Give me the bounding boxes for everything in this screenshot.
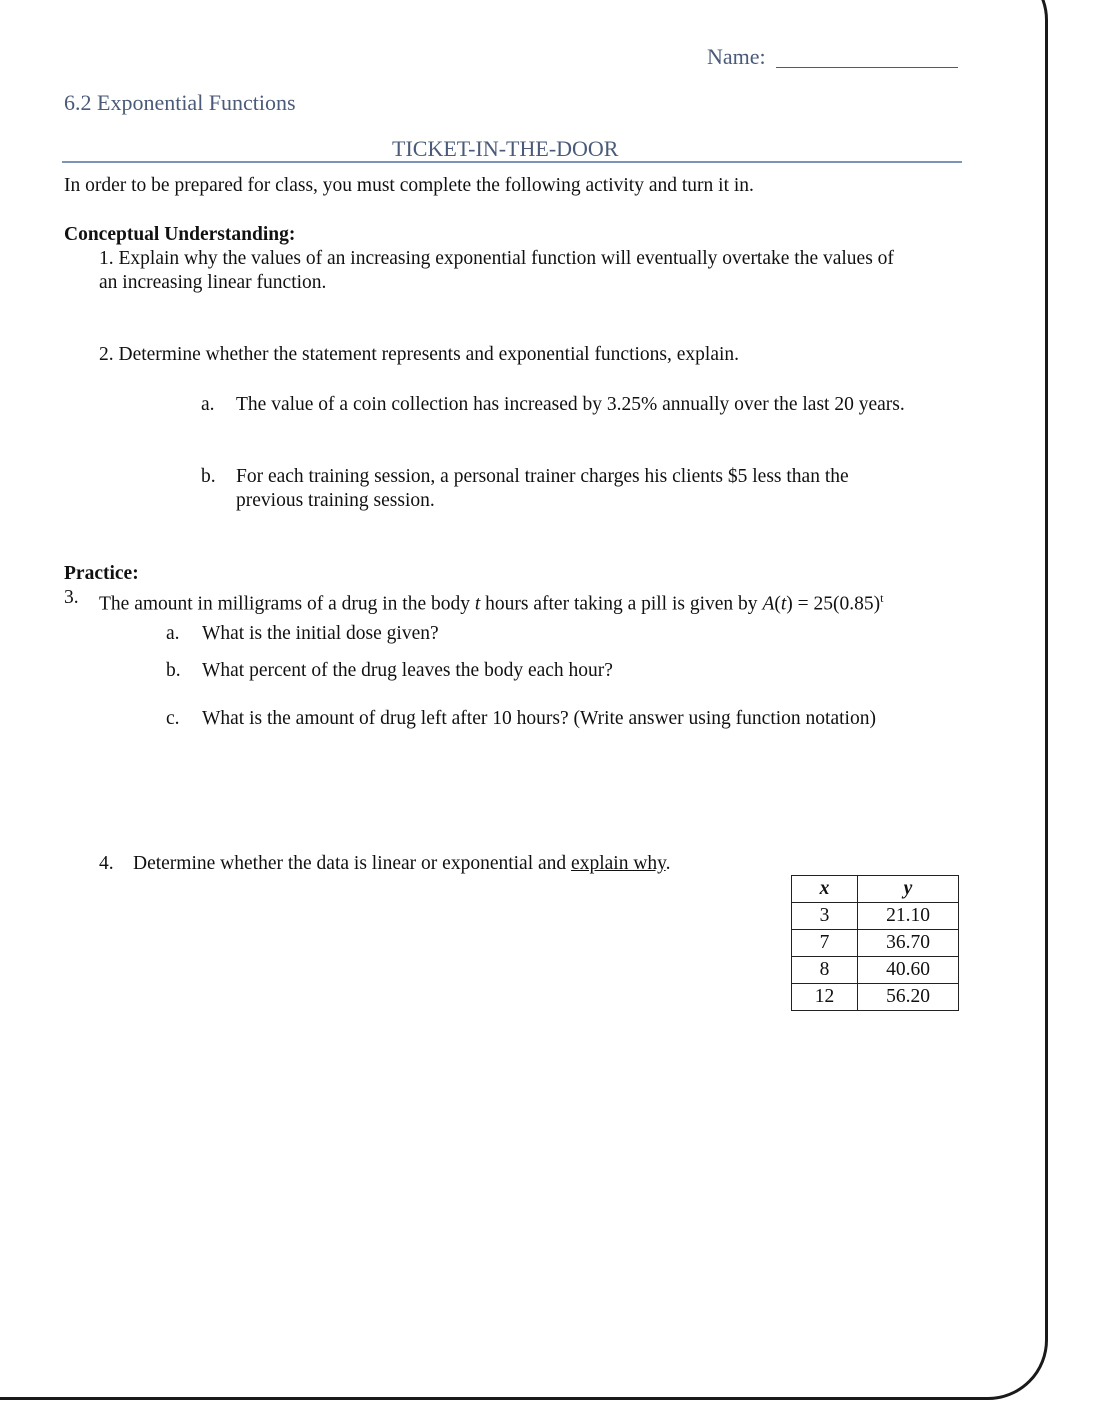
table-cell-y: 56.20 <box>858 984 959 1011</box>
column-header-x: x <box>792 876 858 903</box>
table-row <box>792 903 959 930</box>
question-3a-label: a. <box>166 623 180 644</box>
question-4: Determine whether the data is linear or exponential and explain why. <box>133 853 671 874</box>
question-2b-label: b. <box>201 466 216 487</box>
question-3a: What is the initial dose given? <box>202 623 439 644</box>
table-header-row <box>792 876 959 903</box>
question-1-line-2: an increasing linear function. <box>99 272 327 293</box>
table-cell-y: 21.10 <box>858 903 959 930</box>
column-header-y: y <box>858 876 959 903</box>
question-3b-label: b. <box>166 660 181 681</box>
data-table <box>791 875 959 1011</box>
intro-text: In order to be prepared for class, you must complete the following activity and turn it in. <box>64 175 754 196</box>
ticket-title: TICKET-IN-THE-DOOR <box>392 136 619 161</box>
table-cell-x: 12 <box>792 984 858 1011</box>
table-cell-x: 8 <box>792 957 858 984</box>
title-divider <box>62 161 962 163</box>
table-cell-y: 36.70 <box>858 930 959 957</box>
table-cell-x: 7 <box>792 930 858 957</box>
practice-heading: Practice: <box>64 563 139 584</box>
question-2: 2. Determine whether the statement represents and exponential functions, explain. <box>99 344 740 365</box>
question-4-number: 4. <box>99 853 114 874</box>
conceptual-heading: Conceptual Understanding: <box>64 224 296 245</box>
name-blank-line <box>776 67 958 68</box>
question-3c: What is the amount of drug left after 10 hours? (Write answer using function notation) <box>202 708 876 729</box>
table-row <box>792 957 959 984</box>
question-3-number: 3. <box>64 587 79 608</box>
question-3: The amount in milligrams of a drug in the body t hours after taking a pill is given by $A(t) = 25(0.85)^t$ <box>99 591 884 615</box>
question-2b-line-2: previous training session. <box>236 490 435 511</box>
table-row <box>792 930 959 957</box>
table-row <box>792 984 959 1011</box>
question-2a-label: a. <box>201 394 215 415</box>
question-2a: The value of a coin collection has increased by 3.25% annually over the last 20 years. <box>236 394 905 415</box>
name-label: Name: <box>707 44 766 69</box>
question-2b-line-1: For each training session, a personal trainer charges his clients $5 less than the <box>236 466 849 487</box>
table-cell-x: 3 <box>792 903 858 930</box>
question-3c-label: c. <box>166 708 180 729</box>
question-1-line-1: 1. Explain why the values of an increasing exponential function will eventually overtake the values of <box>99 248 894 269</box>
section-title: 6.2 Exponential Functions <box>64 90 296 115</box>
explain-why-underlined: explain why <box>571 853 666 874</box>
question-3b: What percent of the drug leaves the body each hour? <box>202 660 613 681</box>
table-cell-y: 40.60 <box>858 957 959 984</box>
